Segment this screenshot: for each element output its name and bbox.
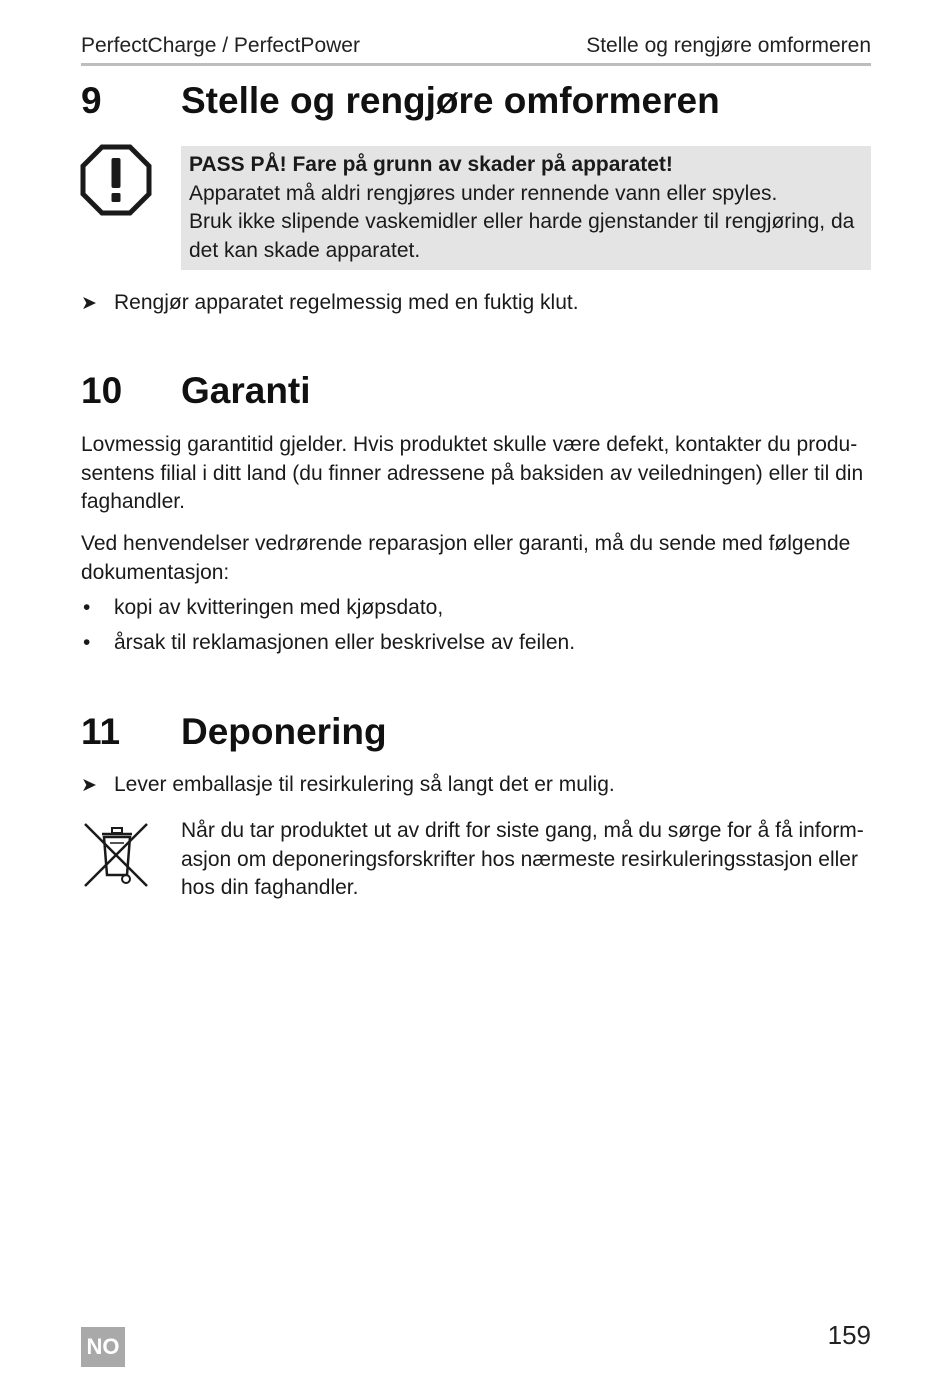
arrow-icon: ➤ [81, 775, 97, 796]
crossed-out-wheelie-bin-icon [80, 819, 152, 891]
cleaning-instruction-text: Rengjør apparatet regelmessig med en fuktig klut. [114, 291, 579, 314]
section-9-number: 9 [81, 80, 102, 121]
language-badge: NO [81, 1327, 125, 1367]
arrow-icon: ➤ [81, 293, 97, 314]
section-10-title: Garanti [181, 370, 311, 411]
warranty-p2-line-2: dokumentasjon: [81, 560, 230, 584]
list-item-text: årsak til reklamasjonen eller beskrivelse av feilen. [114, 631, 576, 654]
section-11-title: Deponering [181, 711, 387, 752]
list-item [81, 594, 443, 622]
warning-octagon-icon [80, 144, 152, 216]
recycling-instruction-text: Lever emballasje til resirkulering så langt det er mulig. [114, 773, 615, 796]
warranty-paragraph-2 [81, 530, 871, 587]
section-9-title: Stelle og rengjøre omformeren [181, 80, 720, 121]
page-header [81, 32, 871, 66]
recycling-instruction [81, 771, 615, 800]
warranty-p2-line-1: Ved henvendelser vedrørende reparasjon eller garanti, må du sende med følgende [81, 532, 851, 555]
list-item-text: kopi av kvitteringen med kjøpsdato, [114, 596, 444, 619]
warning-line-1: Apparatet må aldri rengjøres under rennende vann eller spyles. [189, 181, 778, 205]
section-10-number: 10 [81, 370, 123, 411]
warning-line-3: det kan skade apparatet. [189, 238, 421, 262]
disposal-line-2: asjon om deponeringsforskrifter hos nærmeste resirkuleringsstasjon eller [181, 847, 858, 871]
disposal-line-3: hos din faghandler. [181, 876, 359, 899]
bullet-icon: • [83, 631, 91, 654]
warning-line-2: Bruk ikke slipende vaskemidler eller harde gjenstander til rengjøring, da [189, 210, 855, 233]
warning-heading: PASS PÅ! Fare på grunn av skader på apparatet! [189, 153, 673, 176]
section-11-number: 11 [81, 711, 121, 752]
list-item [81, 629, 575, 657]
cleaning-instruction [81, 289, 579, 318]
page-number: 159 [827, 1320, 871, 1350]
warranty-p1-line-1: Lovmessig garantitid gjelder. Hvis produktet skulle være defekt, kontakter du produ- [81, 433, 858, 456]
disposal-paragraph [181, 817, 871, 903]
warning-box [181, 146, 871, 270]
warranty-paragraph-1 [81, 431, 871, 517]
disposal-line-1: Når du tar produktet ut av drift for siste gang, må du sørge for å få inform- [181, 819, 864, 842]
warranty-p1-line-2: sentens filial i ditt land (du finner adressene på baksiden av veiledningen) eller til din [81, 461, 864, 485]
header-chapter-title: Stelle og rengjøre omformeren [586, 34, 871, 57]
header-product-name: PerfectCharge / PerfectPower [81, 34, 360, 57]
warranty-p1-line-3: faghandler. [81, 490, 185, 513]
bullet-icon: • [83, 596, 91, 619]
